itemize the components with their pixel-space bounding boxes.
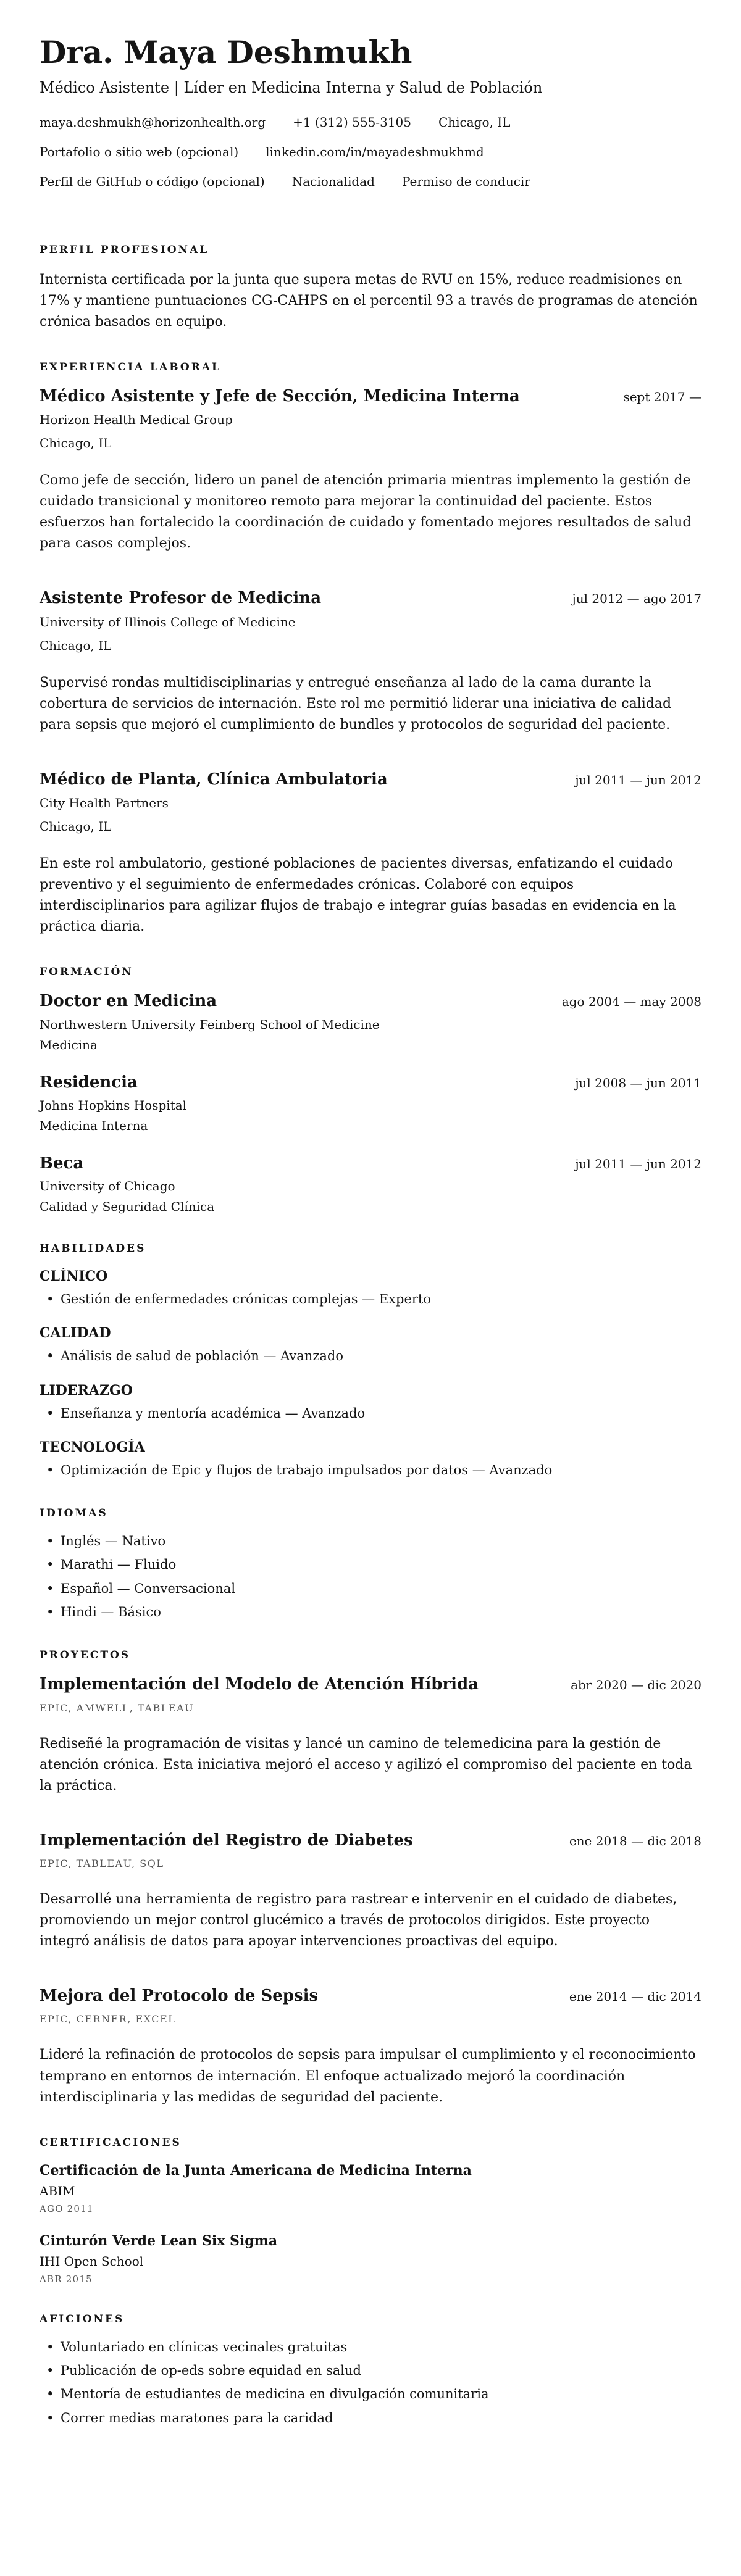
job-description: Supervisé rondas multidisciplinarias y entregué enseñanza al lado de la cama durante la cobertura de servicios de internación. Este rol me permitió liderar una iniciativa de calidad para sepsis que mejoró el cumplimiento de bundles y protocolos de seguridad del paciente.	[40, 675, 672, 733]
project-stack: EPIC, TABLEAU, SQL	[40, 1857, 164, 1869]
skill-item: • Gestión de enfermedades crónicas complejas — Experto	[40, 1291, 701, 1308]
skill-category: LIDERAZGO	[40, 1382, 133, 1398]
job-company: City Health Partners	[40, 796, 169, 810]
degree-dates: jul 2011 — jun 2012	[575, 1156, 701, 1171]
education-entry	[40, 1154, 701, 1214]
field-of-study: Medicina	[40, 1037, 98, 1052]
project-entry	[40, 1831, 701, 1952]
certification-entry	[40, 2163, 701, 2214]
section-languages	[40, 1507, 701, 1621]
certification-title: Certificación de la Junta Americana de Medicina Interna	[40, 2162, 472, 2179]
project-title: Implementación del Modelo de Atención Híbrida	[40, 1675, 479, 1694]
school-name: Johns Hopkins Hospital	[40, 1097, 187, 1113]
contact-linkedin: linkedin.com/in/mayadeshmukhmd	[266, 144, 484, 159]
skill-category: CALIDAD	[40, 1325, 111, 1342]
skill-group	[40, 1268, 701, 1308]
experience-entry	[40, 770, 701, 938]
project-dates: ene 2018 — dic 2018	[569, 1833, 701, 1848]
certification-issuer: IHI Open School	[40, 2253, 144, 2269]
skill-item: • Enseñanza y mentoría académica — Avanzado	[40, 1405, 701, 1422]
field-of-study: Calidad y Seguridad Clínica	[40, 1199, 215, 1214]
job-dates: sept 2017 —	[623, 389, 701, 404]
experience-entry	[40, 387, 701, 555]
contact-driving-license: Permiso de conducir	[401, 173, 530, 189]
project-description: Desarrollé una herramienta de registro para rastrear e intervenir en el cuidado de diabetes, promoviendo un mejor control glucémico a través de protocolos dirigidos. Este proyecto integró análisis de datos para apoyar intervenciones proactivas del equipo.	[40, 1891, 677, 1950]
section-certifications	[40, 2137, 701, 2285]
section-experience	[40, 361, 701, 938]
degree-dates: jul 2008 — jun 2011	[575, 1075, 701, 1091]
project-description: Lideré la refinación de protocolos de sepsis para impulsar el cumplimiento y el reconocimiento temprano en entornos de internación. El enfoque actualizado mejoró la coordinación interdisciplinaria y las medidas de seguridad del paciente.	[40, 2047, 696, 2105]
language-item: • Hindi — Básico	[40, 1604, 701, 1621]
experience-entry	[40, 589, 701, 735]
job-description: En este rol ambulatorio, gestioné poblaciones de pacientes diversas, enfatizando el cuidado preventivo y el seguimiento de enfermedades crónicas. Colaboré con equipos interdisciplinarios para agilizar flujos de trabajo e integrar guías basadas en evidencia en la práctica diaria.	[40, 856, 676, 935]
job-location: Chicago, IL	[40, 435, 112, 451]
section-hobbies	[40, 2313, 701, 2427]
section-education	[40, 966, 701, 1214]
skill-group	[40, 1439, 701, 1479]
section-heading-hobbies: AFICIONES	[40, 2312, 125, 2325]
skill-item: • Optimización de Epic y flujos de trabajo impulsados por datos — Avanzado	[40, 1462, 701, 1479]
skill-group	[40, 1382, 701, 1422]
certification-entry	[40, 2233, 701, 2285]
certification-date: AGO 2011	[40, 2203, 94, 2214]
job-title: Médico Asistente y Jefe de Sección, Medicina Interna	[40, 386, 520, 405]
job-dates: jul 2011 — jun 2012	[575, 772, 701, 787]
degree-title: Doctor en Medicina	[40, 992, 217, 1011]
project-title: Mejora del Protocolo de Sepsis	[40, 1987, 319, 2006]
language-item: • Español — Conversacional	[40, 1581, 701, 1597]
hobby-item: • Voluntariado en clínicas vecinales gratuitas	[40, 2339, 701, 2356]
job-description: Como jefe de sección, lidero un panel de atención primaria mientras implemento la gestión de cuidado transicional y monitoreo remoto para mejorar la continuidad del paciente. Estos esfuerzos han fortalecido la coordinación de cuidado y fomentado mejores resultados de salud para casos complejos.	[40, 472, 692, 552]
degree-title: Residencia	[40, 1073, 138, 1092]
hobby-item: • Mentoría de estudiantes de medicina en divulgación comunitaria	[40, 2386, 701, 2403]
project-stack: EPIC, AMWELL, TABLEAU	[40, 1701, 195, 1714]
school-name: University of Chicago	[40, 1178, 175, 1194]
section-heading-education: FORMACIÓN	[40, 966, 133, 979]
contact-nationality: Nacionalidad	[291, 173, 375, 189]
contact-github: Perfil de GitHub o código (opcional)	[40, 173, 265, 189]
section-projects	[40, 1649, 701, 2108]
contact-row-2	[40, 144, 701, 159]
section-heading-skills: HABILIDADES	[40, 1242, 146, 1255]
section-heading-experience: EXPERIENCIA LABORAL	[40, 360, 221, 373]
skill-group	[40, 1325, 701, 1365]
resume-header	[40, 35, 701, 189]
hobby-item: • Publicación de op-eds sobre equidad en salud	[40, 2362, 701, 2379]
section-skills	[40, 1242, 701, 1479]
contact-row-1	[40, 115, 701, 130]
section-heading-certifications: CERTIFICACIONES	[40, 2136, 182, 2149]
project-entry	[40, 1675, 701, 1796]
language-item: • Inglés — Nativo	[40, 1533, 701, 1550]
job-title: Asistente Profesor de Medicina	[40, 589, 322, 608]
project-dates: abr 2020 — dic 2020	[571, 1677, 701, 1693]
profile-text: Internista certificada por la junta que supera metas de RVU en 15%, reduce readmisiones en 17% y mantiene puntuaciones CG-CAHPS en el percentil 93 a través de programas de atención crónica basados en equipo.	[40, 272, 698, 330]
project-stack: EPIC, CERNER, EXCEL	[40, 2013, 176, 2025]
degree-dates: ago 2004 — may 2008	[561, 994, 701, 1010]
section-heading-projects: PROYECTOS	[40, 1649, 131, 1662]
field-of-study: Medicina Interna	[40, 1118, 148, 1133]
section-heading-languages: IDIOMAS	[40, 1507, 108, 1520]
contact-phone: +1 (312) 555-3105	[293, 114, 411, 130]
language-item: • Marathi — Fluido	[40, 1556, 701, 1573]
contact-portfolio: Portafolio o sitio web (opcional)	[40, 144, 239, 159]
school-name: Northwestern University Feinberg School of Medicine	[40, 1016, 380, 1032]
section-profile	[40, 244, 701, 333]
job-title: Médico de Planta, Clínica Ambulatoria	[40, 770, 388, 789]
contact-email: maya.deshmukh@horizonhealth.org	[40, 114, 266, 130]
hobby-item: • Correr medias maratones para la caridad	[40, 2410, 701, 2427]
project-description: Rediseñé la programación de visitas y lancé un camino de telemedicina para la gestión de atención crónica. Esta iniciativa mejoró el acceso y agilizó el compromiso del paciente en toda la práctica.	[40, 1735, 692, 1793]
resume-name: Dra. Maya Deshmukh	[40, 34, 412, 70]
job-location: Chicago, IL	[40, 638, 112, 653]
job-company: Horizon Health Medical Group	[40, 412, 233, 427]
certification-date: ABR 2015	[40, 2273, 93, 2285]
contact-location: Chicago, IL	[438, 114, 511, 130]
skill-category: CLÍNICO	[40, 1268, 108, 1284]
degree-title: Beca	[40, 1153, 84, 1173]
job-dates: jul 2012 — ago 2017	[572, 591, 701, 607]
job-location: Chicago, IL	[40, 819, 112, 834]
skill-category: TECNOLOGÍA	[40, 1439, 145, 1455]
certification-title: Cinturón Verde Lean Six Sigma	[40, 2232, 278, 2249]
resume-job-title: Médico Asistente | Líder en Medicina Interna y Salud de Población	[40, 78, 543, 96]
education-entry	[40, 992, 701, 1052]
job-company: University of Illinois College of Medicine	[40, 614, 296, 629]
skill-item: • Análisis de salud de población — Avanzado	[40, 1348, 701, 1365]
project-dates: ene 2014 — dic 2014	[569, 1989, 701, 2005]
project-entry	[40, 1987, 701, 2108]
project-title: Implementación del Registro de Diabetes	[40, 1830, 413, 1850]
section-heading-profile: PERFIL PROFESIONAL	[40, 243, 209, 256]
certification-issuer: ABIM	[40, 2183, 75, 2198]
contact-row-3	[40, 174, 701, 189]
education-entry	[40, 1073, 701, 1133]
